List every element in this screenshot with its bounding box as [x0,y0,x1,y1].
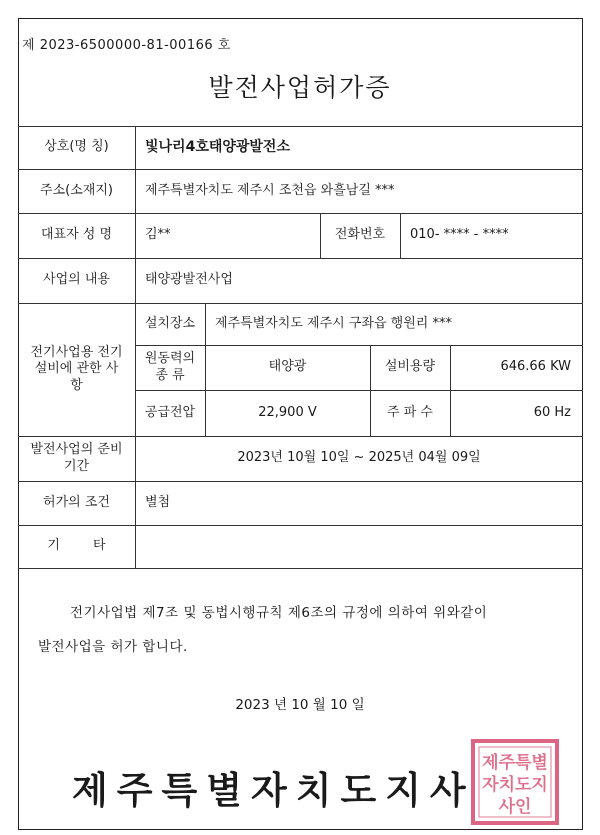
conditions-label: 허가의 조건 [43,494,110,510]
facility-group-label: 전기사업용 전기설비에 관한 사항 [30,345,123,393]
business-value: 태양광발전사업 [145,272,233,288]
seal-text-line-1: 제주특별 [482,753,548,773]
other-label: 기 타 [47,538,106,554]
issuer-name: 제주특별자치도지사 [72,769,475,812]
capacity-label: 설비용량 [384,359,436,375]
energy-type-value: 태양광 [268,359,307,375]
official-seal-stamp [470,738,560,826]
statement-line-2: 발전사업을 허가 합니다. [38,639,188,655]
other-value [135,525,583,568]
prep-period-label: 발전사업의 준비기간 [30,442,123,474]
company-value: 빛나리4호태양광발전소 [145,138,290,155]
document-title: 발전사업허가증 [208,73,392,102]
energy-type-label: 원동력의 종 류 [144,351,196,383]
address-label: 주소(소재지) [40,182,113,198]
frequency-value: 60 Hz [533,404,571,420]
install-location-label: 설치장소 [144,315,196,331]
permit-statement [38,596,568,664]
document-number: 제 2023-6500000-81-00166 호 [22,38,231,53]
issue-date: 2023 년 10 월 10 일 [235,697,365,713]
phone-label: 전화번호 [334,227,386,243]
voltage-label: 공급전압 [144,404,196,420]
representative-label: 대표자 성 명 [40,227,113,243]
seal-text-line-2: 자치도지 [482,775,548,795]
prep-period-value: 2023년 10월 10일 ~ 2025년 04월 09일 [237,450,481,466]
voltage-value: 22,900 V [258,404,317,420]
phone-value: 010- **** - **** [410,227,509,243]
company-label: 상호(명 칭) [44,139,109,155]
seal-text-line-3: 사인 [498,797,532,817]
capacity-value: 646.66 KW [500,359,571,375]
conditions-value: 별첨 [145,494,171,510]
table-rule [18,568,583,569]
statement-line-1: 전기사업법 제7조 및 동법시행규칙 제6조의 규정에 의하여 위와같이 [70,605,488,621]
frequency-label: 주 파 수 [387,404,433,420]
seal-graphic [470,738,560,826]
representative-value: 김** [145,227,171,243]
business-label: 사업의 내용 [43,272,110,288]
install-location-value: 제주특별자치도 제주시 구좌읍 행원리 *** [215,315,452,331]
address-value: 제주특별자치도 제주시 조천읍 와흘남길 *** [145,182,395,198]
